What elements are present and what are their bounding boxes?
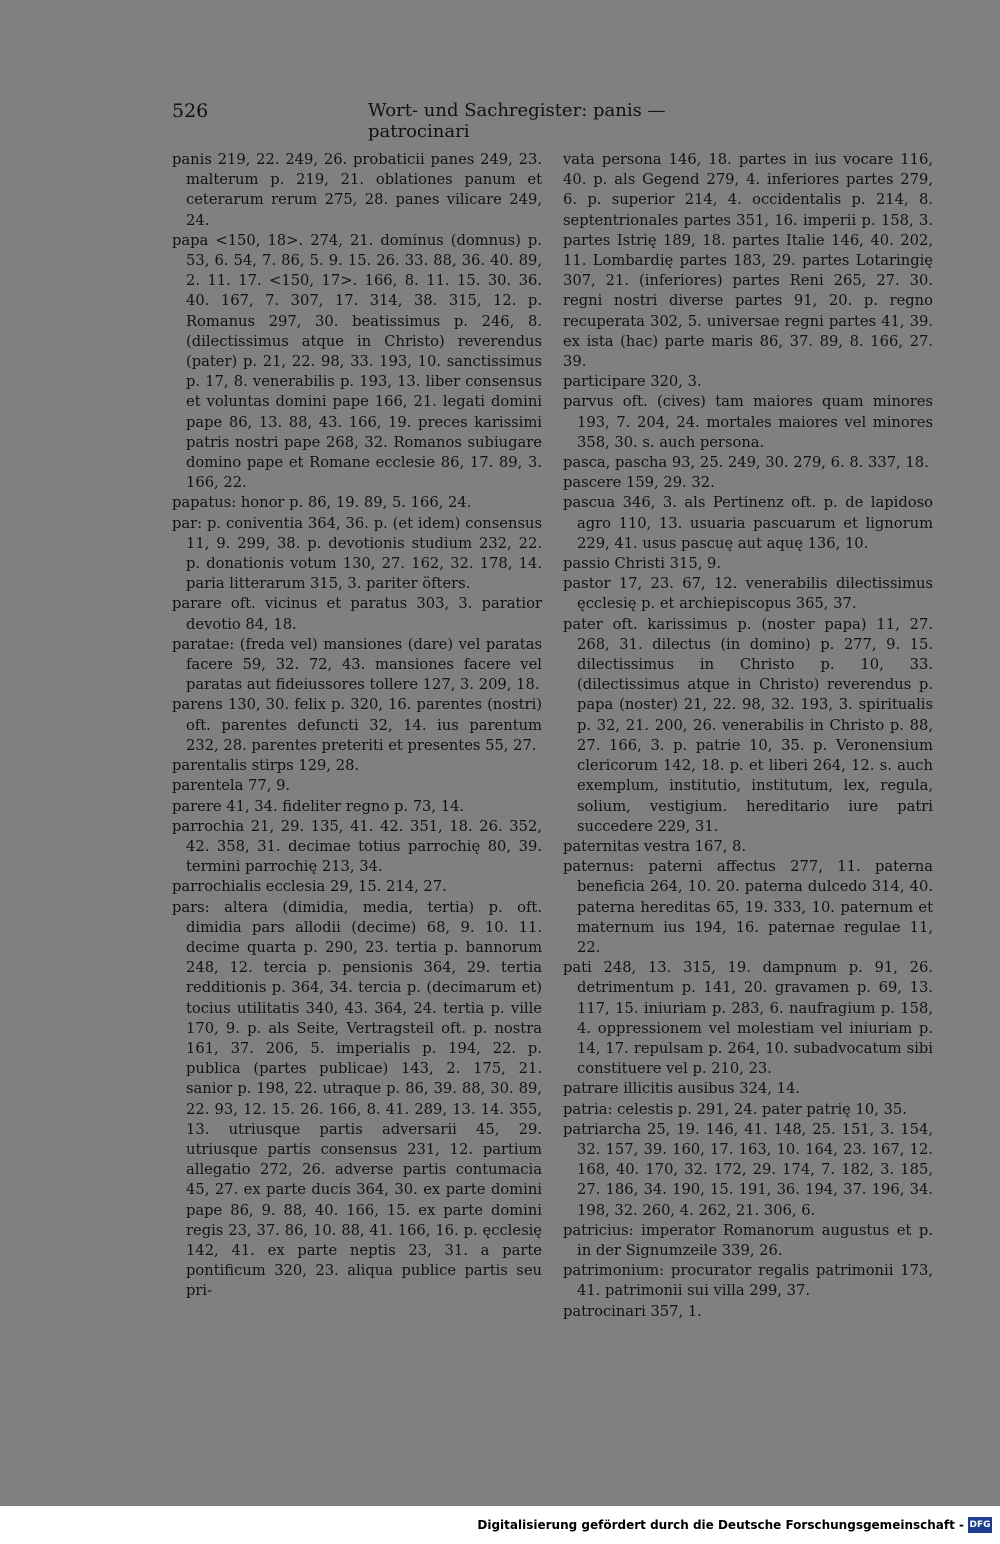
- index-entry: parvus oft. (cives) tam maiores quam minores 193, 7. 204, 24. mortales maiores vel minores 358, 30. s. auch persona.: [563, 393, 933, 451]
- index-entry: passio Christi 315, 9.: [563, 555, 722, 573]
- index-entry: pati 248, 13. 315, 19. dampnum p. 91, 26. detrimentum p. 141, 20. gravamen p. 69, 13. 117, 15. iniuriam p. 283, 6. naufragium p. 158, 4. oppressionem vel molestiam vel iniuriam p. 14, 17. repulsam p. 264, 10. subadvocatum sibi constituere vel p. 210, 23.: [563, 959, 933, 1078]
- index-entry: par: p. coniventia 364, 36. p. (et idem) consensus 11, 9. 299, 38. p. devotionis studium 232, 22. p. donationis votum 130, 27. 162, 32. 178, 14. paria litterarum 315, 3. pariter öfters.: [172, 514, 542, 593]
- index-entry: pastor 17, 23. 67, 12. venerabilis dilectissimus ęcclesię p. et archiepiscopus 365, 37.: [563, 575, 933, 613]
- index-entry: pars: altera (dimidia, media, tertia) p. oft. dimidia pars allodii (decime) 68, 9. 10. 11. decime quarta p. 290, 23. tertia p. bannorum 248, 12. tercia p. pensionis 364, 29. tertia redditionis p. 364, 34. tercia p. (decimarum et) tocius utilitatis 340, 43. 364, 24. tertia p. ville 170, 9. p. als Seite, Vertragsteil oft. p. nostra 161, 37. 206, 5. imperialis p. 194, 22. p. publica (partes publicae) 143, 2. 175, 21. sanior p. 198, 22. utraque p. 86, 39. 88, 30. 89, 22. 93, 12. 15. 26. 166, 8. 41. 289, 13. 14. 355, 13. utriusque partis adversarii 45, 29. utriusque partis consensus 231, 12. partium allegatio 272, 26. adverse partis contumacia 45, 27. ex parte ducis 364, 30. ex parte domini pape 86, 9. 88, 40. 166, 15. ex parte domini regis 23, 37. 86, 10. 88, 41. 166, 16. p. ęcclesię 142, 41. ex parte neptis 23, 31. a parte pontificum 320, 23. aliqua publice partis seu pri-: [172, 898, 542, 1300]
- index-entry: pasca, pascha 93, 25. 249, 30. 279, 6. 8. 337, 18.: [563, 454, 929, 472]
- digitization-footer: [477, 1510, 992, 1540]
- index-entry: papatus: honor p. 86, 19. 89, 5. 166, 24.: [172, 494, 472, 512]
- index-entry: paternus: paterni affectus 277, 11. paterna beneficia 264, 10. 20. paterna dulcedo 314, 40. paterna hereditas 65, 19. 333, 10. paternum et maternum ius 194, 16. paternae regulae 11, 22.: [563, 858, 933, 956]
- index-entry: pascere 159, 29. 32.: [563, 474, 715, 492]
- footer-text: Digitalisierung gefördert durch die Deutsche Forschungsgemeinschaft -: [477, 1518, 964, 1532]
- index-entry: parens 130, 30. felix p. 320, 16. parentes (nostri) oft. parentes defuncti 32, 14. ius parentum 232, 28. parentes preteriti et presentes 55, 27.: [172, 696, 542, 754]
- index-entry: parentalis stirps 129, 28.: [172, 757, 360, 775]
- index-entry: patriarcha 25, 19. 146, 41. 148, 25. 151, 3. 154, 32. 157, 39. 160, 17. 163, 10. 164, 23. 167, 12. 168, 40. 170, 32. 172, 29. 174, 7. 182, 3. 185, 27. 186, 34. 190, 15. 191, 36. 194, 37. 196, 34. 198, 32. 260, 4. 262, 21. 306, 6.: [563, 1120, 933, 1219]
- left-column: [172, 150, 542, 1302]
- page-number: 526: [172, 100, 209, 122]
- index-entry: patria: celestis p. 291, 24. pater patrię 10, 35.: [563, 1100, 907, 1118]
- index-entry: parentela 77, 9.: [172, 777, 291, 795]
- right-column: [563, 150, 933, 1322]
- index-entry: participare 320, 3.: [563, 373, 702, 391]
- index-entry: patricius: imperator Romanorum augustus et p. in der Signumzeile 339, 26.: [563, 1221, 933, 1259]
- index-entry: patrocinari 357, 1.: [563, 1302, 702, 1320]
- index-entry: parrochialis ecclesia 29, 15. 214, 27.: [172, 878, 447, 896]
- index-entry: parrochia 21, 29. 135, 41. 42. 351, 18. 26. 352, 42. 358, 31. decimae totius parrochię 80, 39. termini parrochię 213, 34.: [172, 817, 542, 876]
- index-entry: paratae: (freda vel) mansiones (dare) vel paratas facere 59, 32. 72, 43. mansiones facere vel paratas aut fideiussores tollere 127, 3. 209, 18.: [172, 635, 542, 694]
- dfg-logo: DFG: [968, 1517, 992, 1533]
- index-entry: patrare illicitis ausibus 324, 14.: [563, 1080, 800, 1098]
- index-entry: pascua 346, 3. als Pertinenz oft. p. de lapidoso agro 110, 13. usuaria pascuarum et lignorum 229, 41. usus pascuę aut aquę 136, 10.: [563, 494, 933, 552]
- index-entry: paternitas vestra 167, 8.: [563, 837, 747, 855]
- index-entry-continuation: vata persona 146, 18. partes in ius vocare 116, 40. p. als Gegend 279, 4. inferiores partes 279, 6. p. superior 214, 4. occidentalis p. 214, 8. septentrionales partes 351, 16. imperii p. 158, 3. partes Istrię 189, 18. partes Italie 146, 40. 202, 11. Lombardię partes 183, 29. partes Lotaringię 307, 21. (inferiores) partes Reni 265, 27. 30. regni nostri diverse partes 91, 20. p. regno recuperata 302, 5. universae regni partes 41, 39. ex ista (hac) parte maris 86, 37. 89, 8. 166, 27. 39.: [563, 151, 933, 371]
- index-entry: patrimonium: procurator regalis patrimonii 173, 41. patrimonii sui villa 299, 37.: [563, 1262, 933, 1300]
- index-entry: panis 219, 22. 249, 26. probaticii panes 249, 23. malterum p. 219, 21. oblationes panum et ceterarum rerum 275, 28. panes vilicare 249, 24.: [172, 151, 542, 229]
- running-header: [170, 100, 740, 142]
- index-entry: papa <150, 18>. 274, 21. dominus (domnus) p. 53, 6. 54, 7. 86, 5. 9. 15. 26. 33. 88, 36. 40. 89, 2. 11. 17. <150, 17>. 166, 8. 11. 15. 30. 36. 40. 167, 7. 307, 17. 314, 38. 315, 12. p. Romanus 297, 30. beatissimus p. 246, 8. (dilectissimus atque in Christo) reverendus (pater) p. 21, 22. 98, 33. 193, 10. sanctissimus p. 17, 8. venerabilis p. 193, 13. liber consensus et voluntas domini pape 166, 21. legati domini pape 86, 13. 88, 43. 166, 19. preces karissimi patris nostri pape 268, 32. Romanos subiugare domino pape et Romane ecclesie 86, 17. 89, 3. 166, 22.: [172, 231, 542, 492]
- index-entry: pater oft. karissimus p. (noster papa) 11, 27. 268, 31. dilectus (in domino) p. 277, 9. 15. dilectissimus in Christo p. 10, 33. (dilectissimus atque in Christo) reverendus p. papa (noster) 21, 22. 98, 32. 193, 3. spiritualis p. 32, 21. 200, 26. venerabilis in Christo p. 88, 27. 166, 3. p. patrie 10, 35. p. Veronensium clericorum 142, 18. p. et liberi 264, 12. s. auch exemplum, institutio, institutum, lex, regula, solium, vestigium. hereditario iure patri succedere 229, 31.: [563, 615, 933, 835]
- header-title: Wort- und Sachregister: panis — patrocinari: [368, 100, 666, 142]
- index-entry: parere 41, 34. fideliter regno p. 73, 14.: [172, 797, 465, 815]
- index-entry: parare oft. vicinus et paratus 303, 3. paratior devotio 84, 18.: [172, 595, 542, 633]
